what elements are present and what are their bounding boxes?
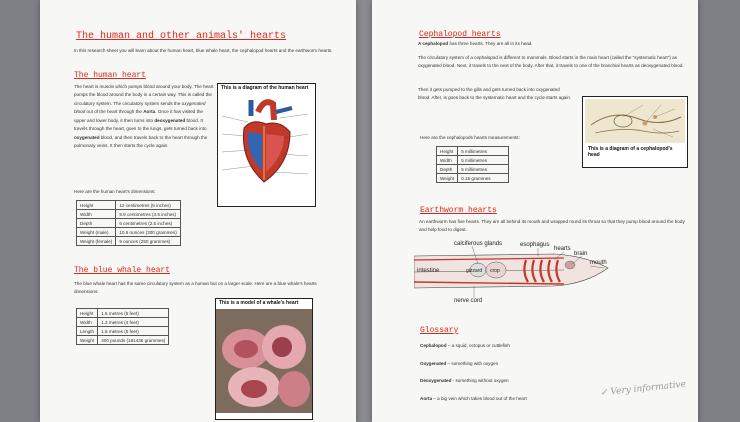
whale-heart-heading: The blue whale heart bbox=[74, 266, 171, 275]
dim-value: 5 millimetres bbox=[458, 156, 509, 165]
table-row bbox=[77, 327, 169, 336]
label-gizzard: gizzard bbox=[466, 268, 483, 274]
dim-value: 1.5 metres (5 feet) bbox=[98, 309, 169, 318]
label-brain: brain bbox=[574, 251, 588, 257]
teacher-comment: ✓ Very informative bbox=[599, 379, 687, 399]
glossary-term: Oxygenated bbox=[420, 361, 447, 366]
glossary-def: – a squid, octopus or cuttlefish bbox=[446, 343, 510, 348]
dim-value: 1.5 metres (5 feet) bbox=[98, 327, 169, 336]
table-row bbox=[437, 174, 509, 183]
human-text-aorta: Aorta bbox=[143, 109, 156, 115]
table-row bbox=[77, 318, 169, 327]
cephalopod-caption: This is a diagram of a cephalopod's head bbox=[588, 146, 673, 158]
right-page bbox=[372, 0, 698, 422]
glossary-term: Cephalopod bbox=[420, 343, 447, 348]
human-heart-diagram bbox=[218, 94, 315, 194]
human-dims-table bbox=[76, 200, 181, 246]
cephalopod-term: A cephalopod bbox=[418, 41, 449, 46]
dim-value: 1.2 metres (4 feet) bbox=[98, 318, 169, 327]
glossary-def: - something without oxygen bbox=[451, 378, 509, 383]
table-row bbox=[77, 336, 169, 345]
cephalopod-figure bbox=[582, 96, 688, 168]
dim-label: Length bbox=[77, 327, 98, 336]
human-text-2: out of the heart through the bbox=[86, 109, 142, 115]
dim-value: 5 millimetres bbox=[458, 147, 509, 156]
glossary-item bbox=[420, 395, 527, 403]
dim-value: 0.15 grammes bbox=[458, 174, 509, 183]
glossary-term: Deoxygenated bbox=[420, 378, 452, 383]
cephalopod-head-diagram bbox=[583, 97, 687, 145]
page-gap bbox=[356, 0, 372, 422]
earthworm-diagram bbox=[414, 238, 614, 304]
table-row bbox=[77, 201, 181, 210]
table-row bbox=[77, 219, 181, 228]
glossary-heading: Glossary bbox=[420, 326, 459, 335]
dim-label: Weight bbox=[437, 174, 458, 183]
whale-heart-text: The blue whale heart has the same circulatory system as a human but on a larger scale. Here are a blue whale's hearts dimensions: bbox=[74, 281, 317, 295]
dim-label: Width bbox=[77, 318, 98, 327]
label-esophagus: esophagus bbox=[520, 242, 550, 248]
left-page bbox=[40, 0, 356, 422]
label-hearts: hearts bbox=[554, 246, 571, 252]
dim-label: Height bbox=[77, 309, 98, 318]
table-row bbox=[77, 237, 181, 246]
whale-heart-photo bbox=[216, 309, 312, 413]
dim-value: 5 millimetres bbox=[458, 165, 509, 174]
table-row bbox=[77, 309, 169, 318]
dim-label: Height bbox=[77, 201, 116, 210]
human-text-3: . Once it has visited the upper and lower body, it then turns into bbox=[74, 109, 203, 123]
human-text-1: The heart is muscle which pumps blood around your body. The heart pumps the blood around the body in a certain way. This is called the circulatory system. The circulatory system sends the bbox=[74, 84, 214, 106]
dim-label: Depth bbox=[77, 219, 116, 228]
human-dims-intro: Here are the human heart's dimensions: bbox=[74, 189, 156, 194]
earthworm-text: An earthworm has five hearts. They are all behind its mouth and wrapped round its throat so that they pump blood around the body and help food to digest. bbox=[419, 219, 685, 233]
human-text-oxy: oxygenated blood bbox=[74, 100, 206, 115]
cephalopod-intro-rest: has three hearts. They are all in its head. bbox=[448, 41, 533, 46]
dim-value: 400 pounds (181436 grammes) bbox=[98, 336, 169, 345]
earthworm-heading: Earthworm hearts bbox=[420, 206, 497, 215]
dim-label: Weight bbox=[77, 336, 98, 345]
dim-label: Weight (female) bbox=[77, 237, 116, 246]
label-mouth: mouth bbox=[590, 260, 607, 266]
whale-dims-table bbox=[76, 308, 169, 345]
dim-value: 10.5 ounces (300 grammes) bbox=[116, 228, 180, 237]
human-text-deoxy: deoxygenated bbox=[154, 117, 186, 123]
table-row bbox=[77, 210, 181, 219]
label-crop: crop bbox=[490, 268, 500, 274]
page-title: The human and other animals' hearts bbox=[76, 31, 287, 42]
glossary-def: – a big vein which takes blood out of the heart bbox=[432, 396, 527, 401]
dim-value: 8.9 centimetres (3.5 inches) bbox=[116, 210, 180, 219]
human-text-oxy2: oxygenated bbox=[74, 134, 100, 140]
table-row bbox=[437, 147, 509, 156]
glossary-term: Aorta bbox=[420, 396, 432, 401]
dim-value: 6 centimetres (2.5 inches) bbox=[116, 219, 180, 228]
whale-heart-caption: This is a model of a whale's heart bbox=[219, 300, 299, 306]
dim-value: 12 centimetres (5 inches) bbox=[116, 201, 180, 210]
glossary-def: – something with oxygen bbox=[446, 361, 499, 366]
glossary-item bbox=[420, 360, 498, 368]
human-heart-text bbox=[74, 83, 214, 151]
glossary-item bbox=[420, 377, 509, 385]
whale-heart-figure bbox=[215, 298, 313, 420]
dim-label: Depth bbox=[437, 165, 458, 174]
intro-text: In this research sheet you will learn about the human heart, blue whale heart, the cephalopod hearts and the earthworm hearts. bbox=[74, 48, 333, 53]
human-text-4: blood. It travels through the heart, goes to the lungs, gets turned back into bbox=[74, 117, 207, 132]
cephalopod-text-1: The circulatory system of a cephalopod is different to mammals. Blood starts in the main heart (called the "systematic heart") as oxygenated blood. Next, it travels to the next of the body. After that, it travels to one of the branchial hearts as deoxygenated blood. bbox=[418, 55, 684, 69]
label-nerve-cord: nerve cord bbox=[454, 298, 483, 304]
table-row bbox=[437, 156, 509, 165]
table-row bbox=[437, 165, 509, 174]
human-text-5: blood, and then travels back to the heart through the pulmonary veins. It then starts the cycle again. bbox=[74, 134, 208, 149]
human-heart-heading: The human heart bbox=[74, 71, 147, 80]
dim-label: Width bbox=[437, 156, 458, 165]
cephalopod-heading: Cephalopod hearts bbox=[419, 30, 501, 39]
cephalopod-intro bbox=[418, 40, 668, 48]
cephalopod-text-2: Then it gets pumped to the gills and gets turned back into oxygenated blood. After, is goes back to the systematic heart and the cycle starts again. bbox=[418, 87, 572, 101]
table-row bbox=[77, 228, 181, 237]
human-heart-figure bbox=[217, 83, 316, 207]
glossary-item bbox=[420, 342, 510, 350]
dim-label: Width bbox=[77, 210, 116, 219]
cephalopod-dims-intro: Here are the cephalopods hearts measurements: bbox=[420, 135, 520, 140]
dim-label: Weight (male) bbox=[77, 228, 116, 237]
cephalopod-dims-table bbox=[436, 146, 509, 183]
human-heart-caption: This is a diagram of the human heart bbox=[221, 85, 309, 91]
label-calciferous: calciferous glands bbox=[454, 241, 503, 247]
dim-label: Height bbox=[437, 147, 458, 156]
label-intestine: intestine bbox=[417, 268, 440, 274]
dim-value: 9 ounces (250 grammes) bbox=[116, 237, 180, 246]
